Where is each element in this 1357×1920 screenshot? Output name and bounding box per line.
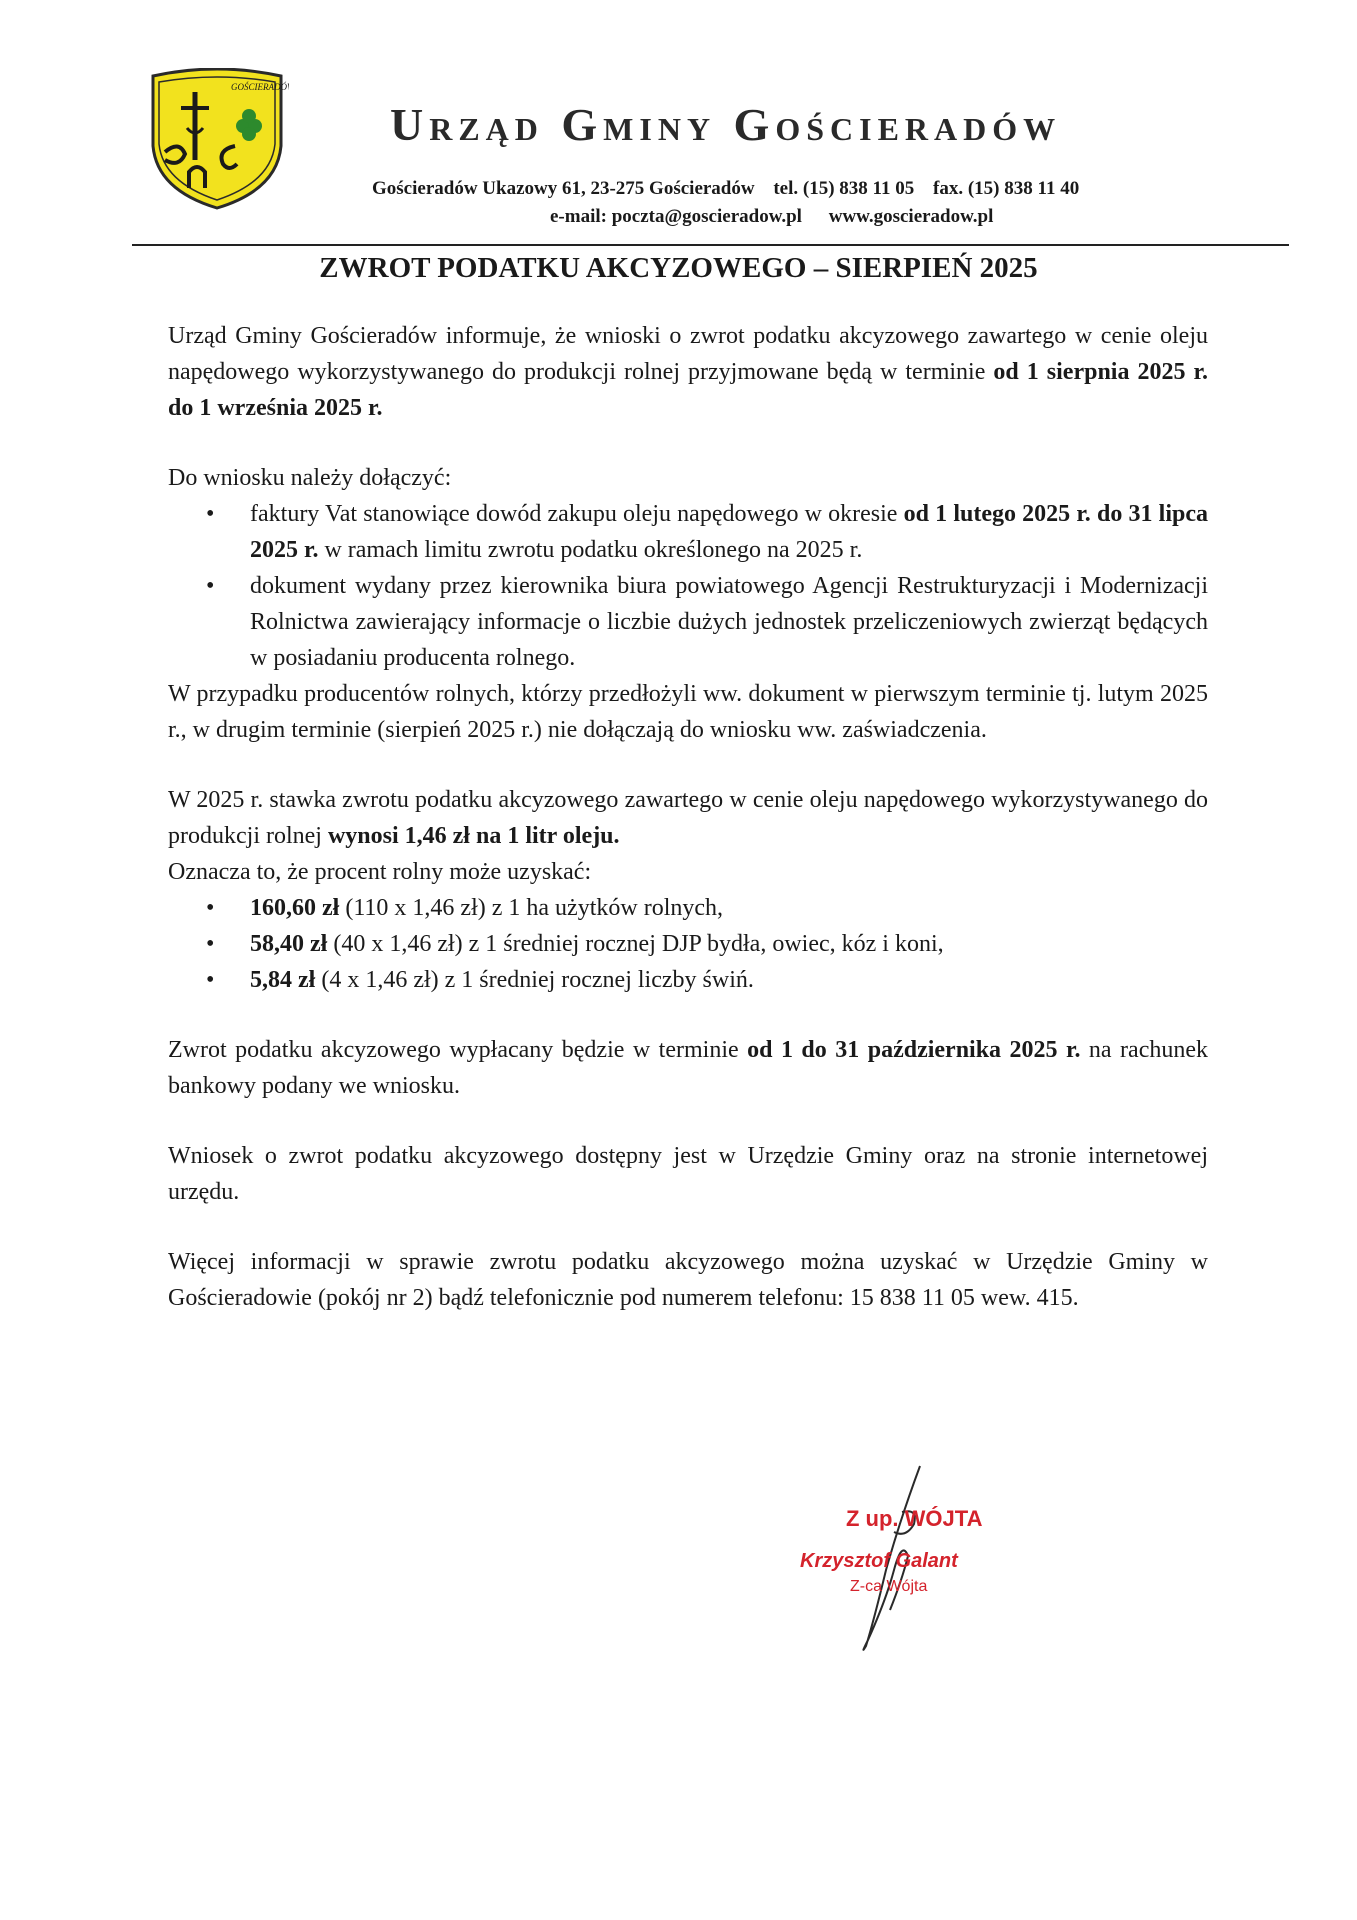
contact-line-online [550, 206, 1015, 228]
contact-info-paragraph: Więcej informacji w sprawie zwrotu podatku akcyzowego można uzyskać w Urzędzie Gminy w Gościeradowie (pokój nr 2) bądź telefonicznie pod numerem telefonu: 15 838 11 05 wew. 415. [168, 1249, 1208, 1311]
signature-stamp [790, 1460, 1020, 1660]
form-info-paragraph: Wniosek o zwrot podatku akcyzowego dostępny jest w Urzędzie Gminy oraz na stronie internetowej urzędu. [168, 1143, 1208, 1205]
rate-item [168, 926, 1208, 962]
rate-amount: 5,84 zł [250, 967, 316, 993]
intro-paragraph [168, 318, 1208, 426]
rate-detail: (4 x 1,46 zł) z 1 średniej rocznej liczby świń. [315, 967, 754, 993]
payout-dates: od 1 do 31 października 2025 r. [747, 1037, 1081, 1063]
municipal-crest-logo [145, 68, 289, 212]
crest-lettering: GOŚCIERADÓW [231, 82, 289, 92]
item-text: w ramach limitu zwrotu podatku określonego na 2025 r. [318, 537, 863, 563]
rate-paragraph [168, 782, 1208, 854]
item-dates: od 1 lutego 2025 r. do 31 lipca 2025 r. [250, 501, 1209, 563]
rate-amount: 58,40 zł [250, 931, 328, 957]
email-text: e-mail: poczta@goscieradow.pl [550, 206, 802, 227]
payout-paragraph [168, 1032, 1208, 1104]
rate-value: wynosi 1,46 zł na 1 litr oleju. [327, 823, 620, 849]
rate-detail: (40 x 1,46 zł) z 1 średniej rocznej DJP bydła, owiec, kóz i koni, [327, 931, 944, 957]
attachments-lead: Do wniosku należy dołączyć: [168, 465, 452, 491]
item-text: faktury Vat stanowiące dowód zakupu oleju napędowego w okresie [250, 501, 904, 527]
rate-amount: 160,60 zł [250, 895, 340, 921]
rate-lead: Oznacza to, że procent rolny może uzyskać: [168, 859, 592, 885]
address-text: Gościeradów Ukazowy 61, 23-275 Gościeradów [372, 178, 755, 199]
website-link[interactable]: www.goscieradow.pl [828, 206, 994, 227]
rate-item [168, 890, 1208, 926]
intro-text: Urząd Gminy Gościeradów informuje, że wnioski o zwrot podatku akcyzowego zawartego w cenie oleju napędowego wykorzystywanego do produkcji rolnej przyjmowane będą w terminie [168, 323, 1208, 385]
document-title: ZWROT PODATKU AKCYZOWEGO – SIERPIEŃ 2025 [319, 252, 1038, 284]
organization-name: Urząd Gminy Gościeradów [390, 99, 1062, 150]
stamp-line-name: Krzysztof Galant [800, 1550, 958, 1572]
rate-list [168, 890, 1208, 998]
document-body [168, 318, 1208, 1316]
stamp-line-authority: Z up. WÓJTA [846, 1506, 983, 1531]
payout-text: na rachunek bankowy podany we wniosku. [168, 1037, 1209, 1099]
attachments-note: W przypadku producentów rolnych, którzy przedłożyli ww. dokument w pierwszym terminie tj. lutym 2025 r., w drugim terminie (sierpień 2025 r.) nie dołączają do wniosku ww. zaświadczenia. [168, 681, 1208, 743]
stamp-line-role: Z-ca Wójta [850, 1578, 928, 1595]
contact-line-address [372, 178, 1093, 200]
phone-text: tel. (15) 838 11 05 [773, 178, 915, 199]
intro-dates: od 1 sierpnia 2025 r. do 1 września 2025 r. [168, 359, 1208, 421]
attachment-item-invoices [168, 496, 1208, 568]
attachments-list [168, 496, 1208, 676]
rate-detail: (110 x 1,46 zł) z 1 ha użytków rolnych, [339, 895, 724, 921]
rate-item [168, 962, 1208, 998]
fax-text: fax. (15) 838 11 40 [933, 178, 1080, 199]
rate-text: W 2025 r. stawka zwrotu podatku akcyzowego zawartego w cenie oleju napędowego wykorzystywanego do produkcji rolnej [168, 787, 1208, 849]
payout-text: Zwrot podatku akcyzowego wypłacany będzie w terminie [168, 1037, 748, 1063]
attachment-item-arimr-document: • dokument wydany przez kierownika biura powiatowego Agencji Restrukturyzacji i Modernizacji Rolnictwa zawierający informacje o liczbie dużych jednostek przeliczeniowych zwierząt będących w posiadaniu producenta rolnego. [168, 568, 1208, 676]
header-divider [132, 244, 1289, 246]
